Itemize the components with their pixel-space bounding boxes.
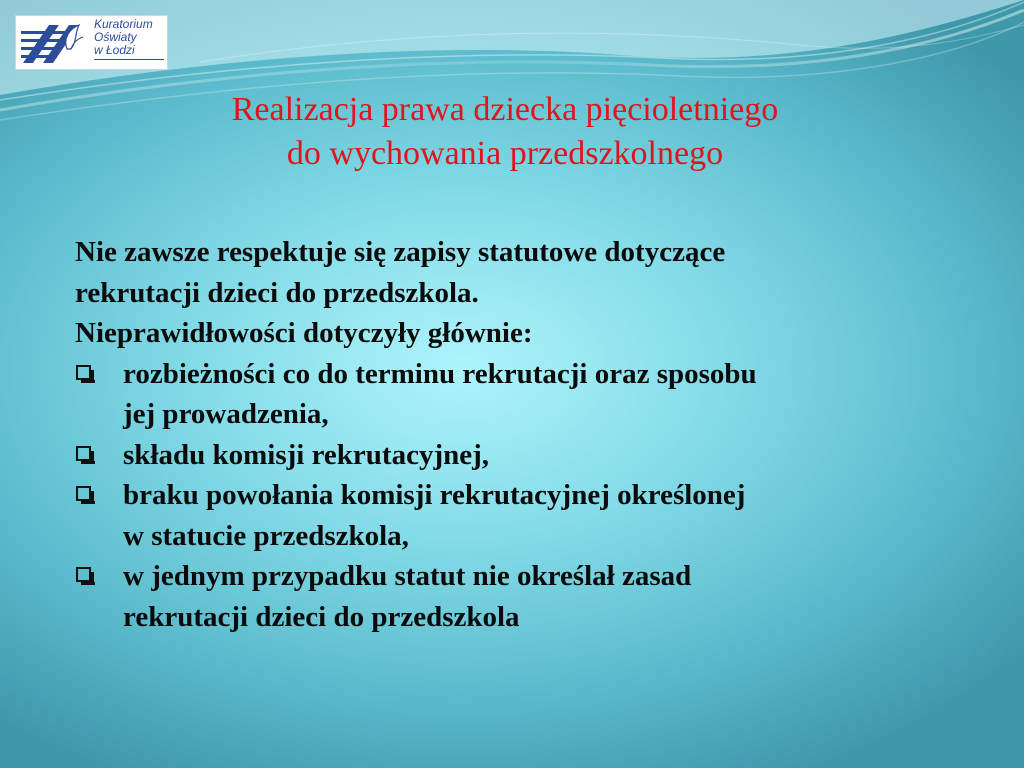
lead-text: Nieprawidłowości dotyczyły głównie: [75,317,533,349]
list-item-line2: w statucie przedszkola, [123,519,409,552]
square-bullet-icon [76,446,91,461]
slide-title-line1: Realizacja prawa dziecka pięcioletniego [231,91,779,128]
square-bullet-icon [76,567,91,582]
bullet-list [75,354,975,638]
intro-line2: rekrutacji dzieci do przedszkola. [75,276,479,309]
list-item-line1: rozbieżności co do terminu rekrutacji oraz sposobu [123,357,757,390]
square-bullet-icon [76,486,91,501]
logo-text-line3: w Łodzi [94,43,135,57]
list-item-line1: w jednym przypadku statut nie określał zasad [123,560,692,592]
list-item [75,435,975,476]
list-item-line2: jej prowadzenia, [123,398,329,430]
logo-underline [94,59,164,60]
list-item [75,354,975,435]
slide-title [0,88,1010,176]
square-bullet-icon [76,365,91,380]
list-item-line2: rekrutacji dzieci do przedszkola [123,600,520,633]
logo-text-line1: Kuratorium [94,17,153,31]
list-item-line1: braku powołania komisji rekrutacyjnej określonej [123,479,746,511]
slide-title-line2: do wychowania przedszkolnego [286,135,724,172]
slide-body [75,232,975,637]
list-item [75,556,975,637]
list-item [75,475,975,556]
intro-line1: Nie zawsze respektuje się zapisy statutowe dotyczące [75,236,726,268]
logo-text-line2: Oświaty [94,30,137,44]
kuratorium-logo [15,15,168,70]
list-item-line1: składu komisji rekrutacyjnej, [123,438,490,471]
kuratorium-logo-icon [19,19,91,67]
